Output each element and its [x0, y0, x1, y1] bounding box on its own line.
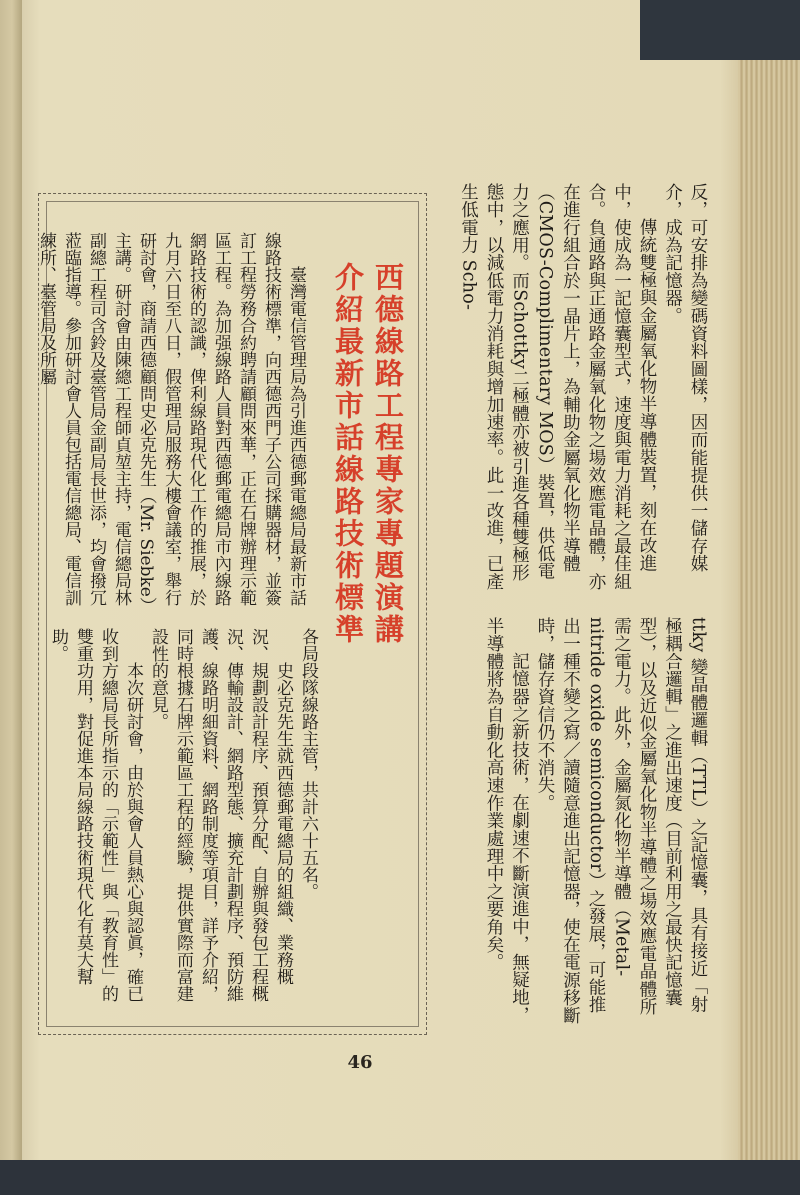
background-surface-bottom: [0, 1160, 800, 1195]
article-paragraph: 傳統雙極與金屬氧化物半導體裝置，刻在改進中，使成為一記憶囊型式，速度與電力消耗之最佳組合。負通路與正通路金屬氧化物之場效應電晶體，亦在進行組合於一晶片上，為輔助金屬氧化物半導體（CMOS-Complimentary MOS）裝置，供低電力之應用。而Schottky二極體亦被引進各種雙極形態中，以減低電力消耗與增加速率。此一改進，已產生低電力 Scho-: [458, 183, 657, 591]
facing-page-edge: [0, 0, 22, 1195]
article-continuation-top: [440, 183, 710, 593]
page-stack-edges: [738, 60, 800, 1170]
headline-line-2: 介紹最新市話線路技術標準: [331, 262, 365, 646]
news-box-body-top: [36, 232, 308, 610]
news-paragraph-1: 臺灣電信管理局為引進西德郵電總局最新市話線路技術標準，向西德西門子公司採購器材，並簽訂工程勞務合約聘請顧問來華，正在石牌辦理示範區工程。為加强線路人員對西德郵電總局市內線路網路技術的認識，俾利線路現代化工作的推展，於九月六日至八日，假管理局服務大樓會議室，舉行研討會，商請西德顧問史必克先生（Mr. Siebke）主講。研討會由陳總工程師貞堃主持，電信總局林副總工程司含鈴及臺管局金副局長世添，均會撥冗蒞臨指導。參加研討會人員包括電信總局、電信訓練所、臺管局及所屬: [36, 232, 306, 606]
news-box-body-bottom: [48, 628, 320, 1008]
headline-line-1: 西德線路工程專家專題演講: [371, 262, 405, 646]
article-paragraph: 反，可安排為變碼資料圖樣，因而能提供一儲存媒介，成為記憶器。: [662, 183, 708, 573]
news-paragraph-3: 本次研討會，由於與會人員熱心與認眞，確已收到方總局長所指示的「示範性」與「教育性」的雙重功用，對促進本局線路技術現代化有莫大幫助。: [48, 628, 143, 1002]
news-paragraph-1-continued: 各局段隊線路主管，共計六十五名。: [298, 628, 318, 900]
article-paragraph: 記憶器之新技術，在劇速不斷演進中，無疑地，半導體將為自動化高速作業處理中之要角矣。: [484, 617, 530, 1024]
article-paragraph: ttky 變晶體邏輯（TTL）之記憶囊，具有接近「射極耦合邏輯」之進出速度（目前利用之最快記憶囊型），以及近似金屬氧化物半導體之場效應電晶體所需之電力。此外，金屬氮化物半導體（Metal-nitride oxide semiconductor）之發展，可能推出一種不變之寫／讀隨意進出記憶器，使在電源移斷時，儲存資信仍不消失。: [535, 617, 708, 1025]
news-paragraph-2: 史必克先生就西德郵電總局的組織、業務概況、規劃設計程序、預算分配、自辦與發包工程概況、傳輸設計、網路型態、擴充計劃程序、預防維護、線路明細資料、網路制度等項目，詳予介紹，同時根據石牌示範區工程的經驗，提供實際而富建設性的意見。: [148, 628, 293, 1002]
page-number: 46: [347, 1052, 373, 1073]
news-box-headline: [328, 262, 408, 722]
background-surface: [640, 0, 800, 60]
article-continuation-bottom: [440, 617, 710, 1029]
